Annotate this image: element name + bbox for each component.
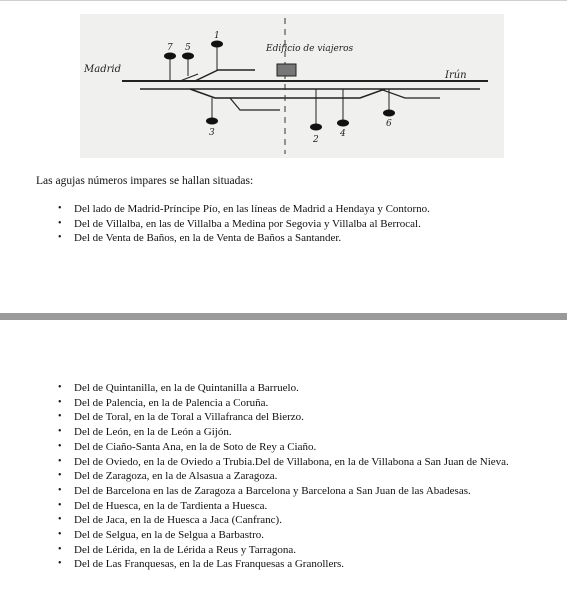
list-item: • Del de Jaca, en la de Huesca a Jaca (Canfranc).	[58, 513, 518, 528]
top-rule	[0, 0, 567, 1]
page-divider	[0, 313, 567, 320]
svg-text:1: 1	[214, 31, 220, 41]
list-item: • Del de Barcelona en las de Zaragoza a Barcelona y Barcelona a San Juan de las Abadesas.	[58, 484, 518, 499]
label-building: Edificio de viajeros	[266, 44, 354, 54]
list-item: • Del de Villalba, en las de Villalba a Medina por Segovia y Villalba al Berrocal.	[58, 217, 528, 232]
list-item: • Del de Palencia, en la de Palencia a Coruña.	[58, 396, 518, 411]
list-item: • Del de Lérida, en la de Lérida a Reus y Tarragona.	[58, 543, 518, 558]
list-item: • Del de Zaragoza, en la de Alsasua a Zaragoza.	[58, 469, 518, 484]
odd-switches-list-b	[58, 381, 518, 572]
track-diagram	[80, 14, 504, 158]
label-irun: Irún	[445, 70, 467, 81]
svg-text:7: 7	[167, 43, 173, 53]
list-item: • Del de Huesca, en la de Tardienta a Huesca.	[58, 499, 518, 514]
intro-text: Las agujas números impares se hallan situadas:	[36, 175, 254, 187]
odd-switches-list-a	[58, 202, 528, 246]
list-item: • Del de Selgua, en la de Selgua a Barbastro.	[58, 528, 518, 543]
list-item: • Del de Venta de Baños, en la de Venta de Baños a Santander.	[58, 231, 528, 246]
list-item: • Del de Toral, en la de Toral a Villafranca del Bierzo.	[58, 410, 518, 425]
diagram-background	[80, 14, 504, 158]
list-item: • Del de Quintanilla, en la de Quintanilla a Barruelo.	[58, 381, 518, 396]
list-item: • Del de León, en la de León a Gijón.	[58, 425, 518, 440]
list-item: • Del lado de Madrid-Príncipe Pío, en las líneas de Madrid a Hendaya y Contorno.	[58, 202, 528, 217]
track-diagram-svg	[80, 14, 504, 158]
svg-text:5: 5	[185, 43, 191, 53]
svg-text:2: 2	[313, 135, 319, 145]
list-item: • Del de Oviedo, en la de Oviedo a Trubia.Del de Villabona, en la de Villabona a San Juan de Nieva.	[58, 455, 518, 470]
list-item: • Del de Ciaño-Santa Ana, en la de Soto de Rey a Ciaño.	[58, 440, 518, 455]
svg-text:4: 4	[340, 129, 346, 139]
svg-text:6: 6	[386, 119, 392, 129]
passenger-building	[277, 64, 296, 76]
svg-text:3: 3	[209, 128, 215, 138]
list-item: • Del de Las Franquesas, en la de Las Franquesas a Granollers.	[58, 557, 518, 572]
label-madrid: Madrid	[84, 64, 121, 75]
